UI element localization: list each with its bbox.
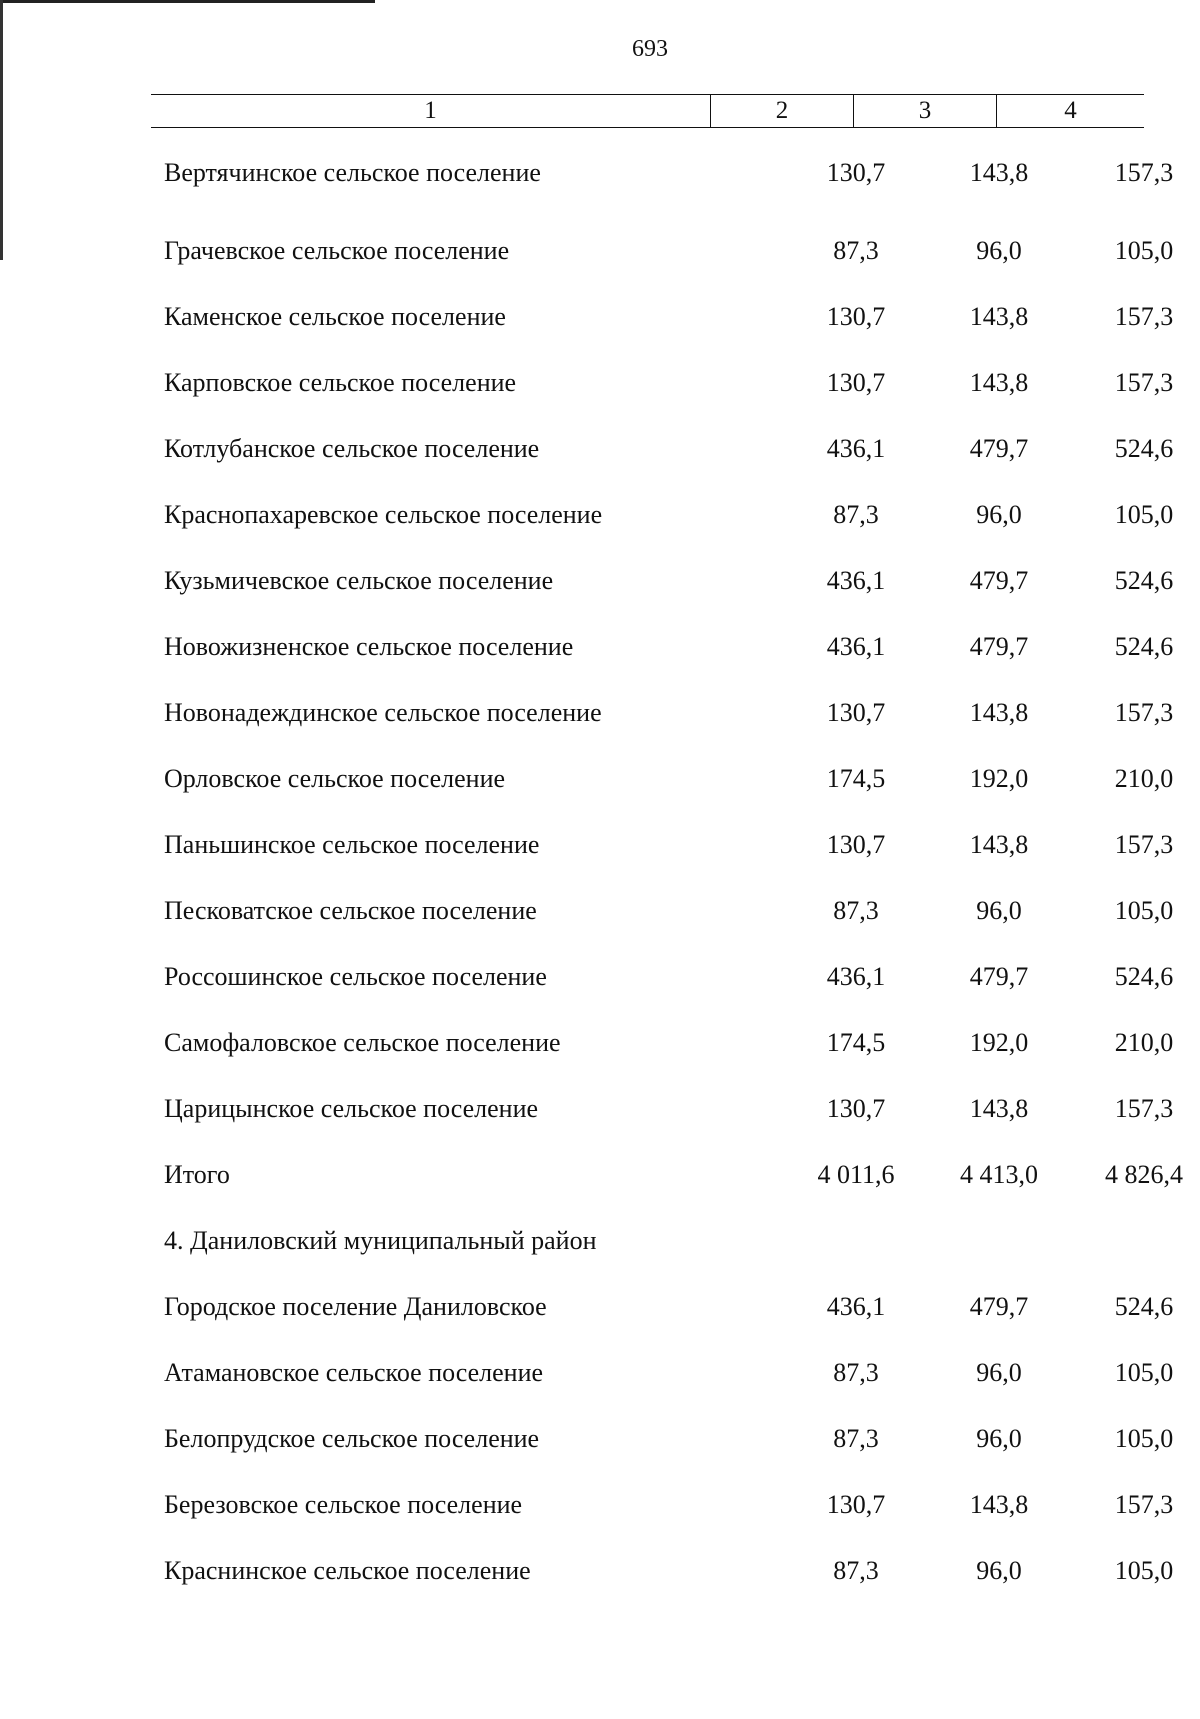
row-value-col-2: 130,7 [826,830,886,859]
row-value-col-2: 130,7 [826,1094,886,1123]
table-row [151,825,1174,865]
row-value-col-4: 210,0 [1114,1028,1174,1057]
row-value-col-3: 143,8 [969,158,1029,187]
row-value-col-2: 87,3 [833,1358,879,1387]
row-name: Орловское сельское поселение [164,764,506,793]
row-value-col-3: 96,0 [976,236,1022,265]
row-value-col-3: 192,0 [969,1028,1029,1057]
table-row [151,1089,1174,1129]
row-value-col-3: 96,0 [976,1556,1022,1585]
row-value-col-2: 174,5 [826,1028,886,1057]
row-value-col-2: 130,7 [826,1490,886,1519]
row-name: Грачевское сельское поселение [164,236,510,265]
row-name: Новонадеждинское сельское поселение [164,698,602,727]
row-value-col-4: 157,3 [1114,1490,1174,1519]
table-row [151,561,1174,601]
header-col-2: 2 [711,95,854,127]
table-row [151,1287,1174,1327]
row-value-col-4: 524,6 [1114,632,1174,661]
row-name: Царицынское сельское поселение [164,1094,539,1123]
row-value-col-3: 143,8 [969,302,1029,331]
table-row [151,297,1174,337]
row-name: Карповское сельское поселение [164,368,517,397]
row-name: Итого [164,1160,230,1189]
row-value-col-2: 130,7 [826,368,886,397]
table-header [151,94,1144,128]
row-value-col-4: 105,0 [1114,236,1174,265]
section-heading-row [151,1221,1144,1261]
row-name: Вертячинское сельское поселение [164,158,541,187]
row-value-col-2: 436,1 [826,566,886,595]
table-row [151,363,1174,403]
row-name: Новожизненское сельское поселение [164,632,574,661]
row-value-col-4: 210,0 [1114,764,1174,793]
header-col-1: 1 [151,95,711,127]
table-row [151,429,1174,469]
row-name: Краснопахаревское сельское поселение [164,500,603,529]
row-value-col-2: 87,3 [833,1424,879,1453]
row-value-col-4: 157,3 [1114,830,1174,859]
row-value-col-2: 87,3 [833,236,879,265]
table-row [151,1023,1174,1063]
table-row [151,1419,1174,1459]
row-value-col-4: 157,3 [1114,302,1174,331]
row-name: Белопрудское сельское поселение [164,1424,540,1453]
row-value-col-4: 157,3 [1114,368,1174,397]
row-value-col-2: 436,1 [826,434,886,463]
section-heading: 4. Даниловский муниципальный район [164,1226,597,1255]
row-value-col-3: 96,0 [976,500,1022,529]
row-value-col-4: 524,6 [1114,434,1174,463]
row-value-col-2: 87,3 [833,896,879,925]
table-row [151,231,1174,271]
row-value-col-4: 524,6 [1114,1292,1174,1321]
row-value-col-3: 96,0 [976,1424,1022,1453]
table-row [151,1485,1174,1525]
row-value-col-4: 105,0 [1114,1424,1174,1453]
row-name: Кузьмичевское сельское поселение [164,566,554,595]
row-value-col-2: 436,1 [826,632,886,661]
row-value-col-3: 143,8 [969,1094,1029,1123]
scan-edge-top [0,0,375,3]
row-name: Самофаловское сельское поселение [164,1028,561,1057]
row-value-col-3: 479,7 [969,962,1029,991]
header-col-3: 3 [854,95,997,127]
row-value-col-3: 4 413,0 [960,1160,1038,1189]
row-value-col-4: 524,6 [1114,962,1174,991]
table-row [151,627,1174,667]
table-row [151,1353,1174,1393]
row-value-col-4: 105,0 [1114,500,1174,529]
total-row [151,1155,1183,1195]
header-col-4: 4 [1064,97,1077,124]
row-value-col-3: 143,8 [969,698,1029,727]
row-value-col-2: 4 011,6 [817,1160,895,1189]
row-value-col-3: 479,7 [969,434,1029,463]
row-value-col-3: 479,7 [969,632,1029,661]
row-name: Паньшинское сельское поселение [164,830,540,859]
row-value-col-2: 130,7 [826,698,886,727]
row-name: Краснинское сельское поселение [164,1556,531,1585]
row-value-col-2: 436,1 [826,962,886,991]
row-value-col-3: 143,8 [969,1490,1029,1519]
row-name: Каменское сельское поселение [164,302,506,331]
row-value-col-3: 96,0 [976,896,1022,925]
row-value-col-3: 143,8 [969,830,1029,859]
table-row [151,495,1174,535]
row-value-col-2: 174,5 [826,764,886,793]
row-value-col-4: 157,3 [1114,698,1174,727]
table-row [151,957,1174,997]
row-value-col-3: 96,0 [976,1358,1022,1387]
row-value-col-4: 524,6 [1114,566,1174,595]
page-number: 693 [632,36,668,62]
row-value-col-4: 105,0 [1114,896,1174,925]
row-value-col-4: 105,0 [1114,1556,1174,1585]
row-name: Россошинское сельское поселение [164,962,547,991]
row-name: Котлубанское сельское поселение [164,434,540,463]
table-row [151,891,1174,931]
row-value-col-2: 130,7 [826,158,886,187]
row-value-col-3: 479,7 [969,566,1029,595]
row-value-col-4: 105,0 [1114,1358,1174,1387]
row-value-col-2: 130,7 [826,302,886,331]
row-name: Атамановское сельское поселение [164,1358,544,1387]
row-name: Песковатское сельское поселение [164,896,537,925]
row-value-col-2: 436,1 [826,1292,886,1321]
row-value-col-2: 87,3 [833,500,879,529]
row-value-col-3: 192,0 [969,764,1029,793]
table-row [151,759,1174,799]
table-row [151,153,1174,193]
table-row [151,693,1174,733]
row-value-col-4: 157,3 [1114,158,1174,187]
row-value-col-3: 143,8 [969,368,1029,397]
row-value-col-4: 157,3 [1114,1094,1174,1123]
row-name: Городское поселение Даниловское [164,1292,547,1321]
row-value-col-2: 87,3 [833,1556,879,1585]
table-row [151,1551,1174,1591]
row-value-col-4: 4 826,4 [1105,1160,1183,1189]
row-value-col-3: 479,7 [969,1292,1029,1321]
row-name: Березовское сельское поселение [164,1490,523,1519]
